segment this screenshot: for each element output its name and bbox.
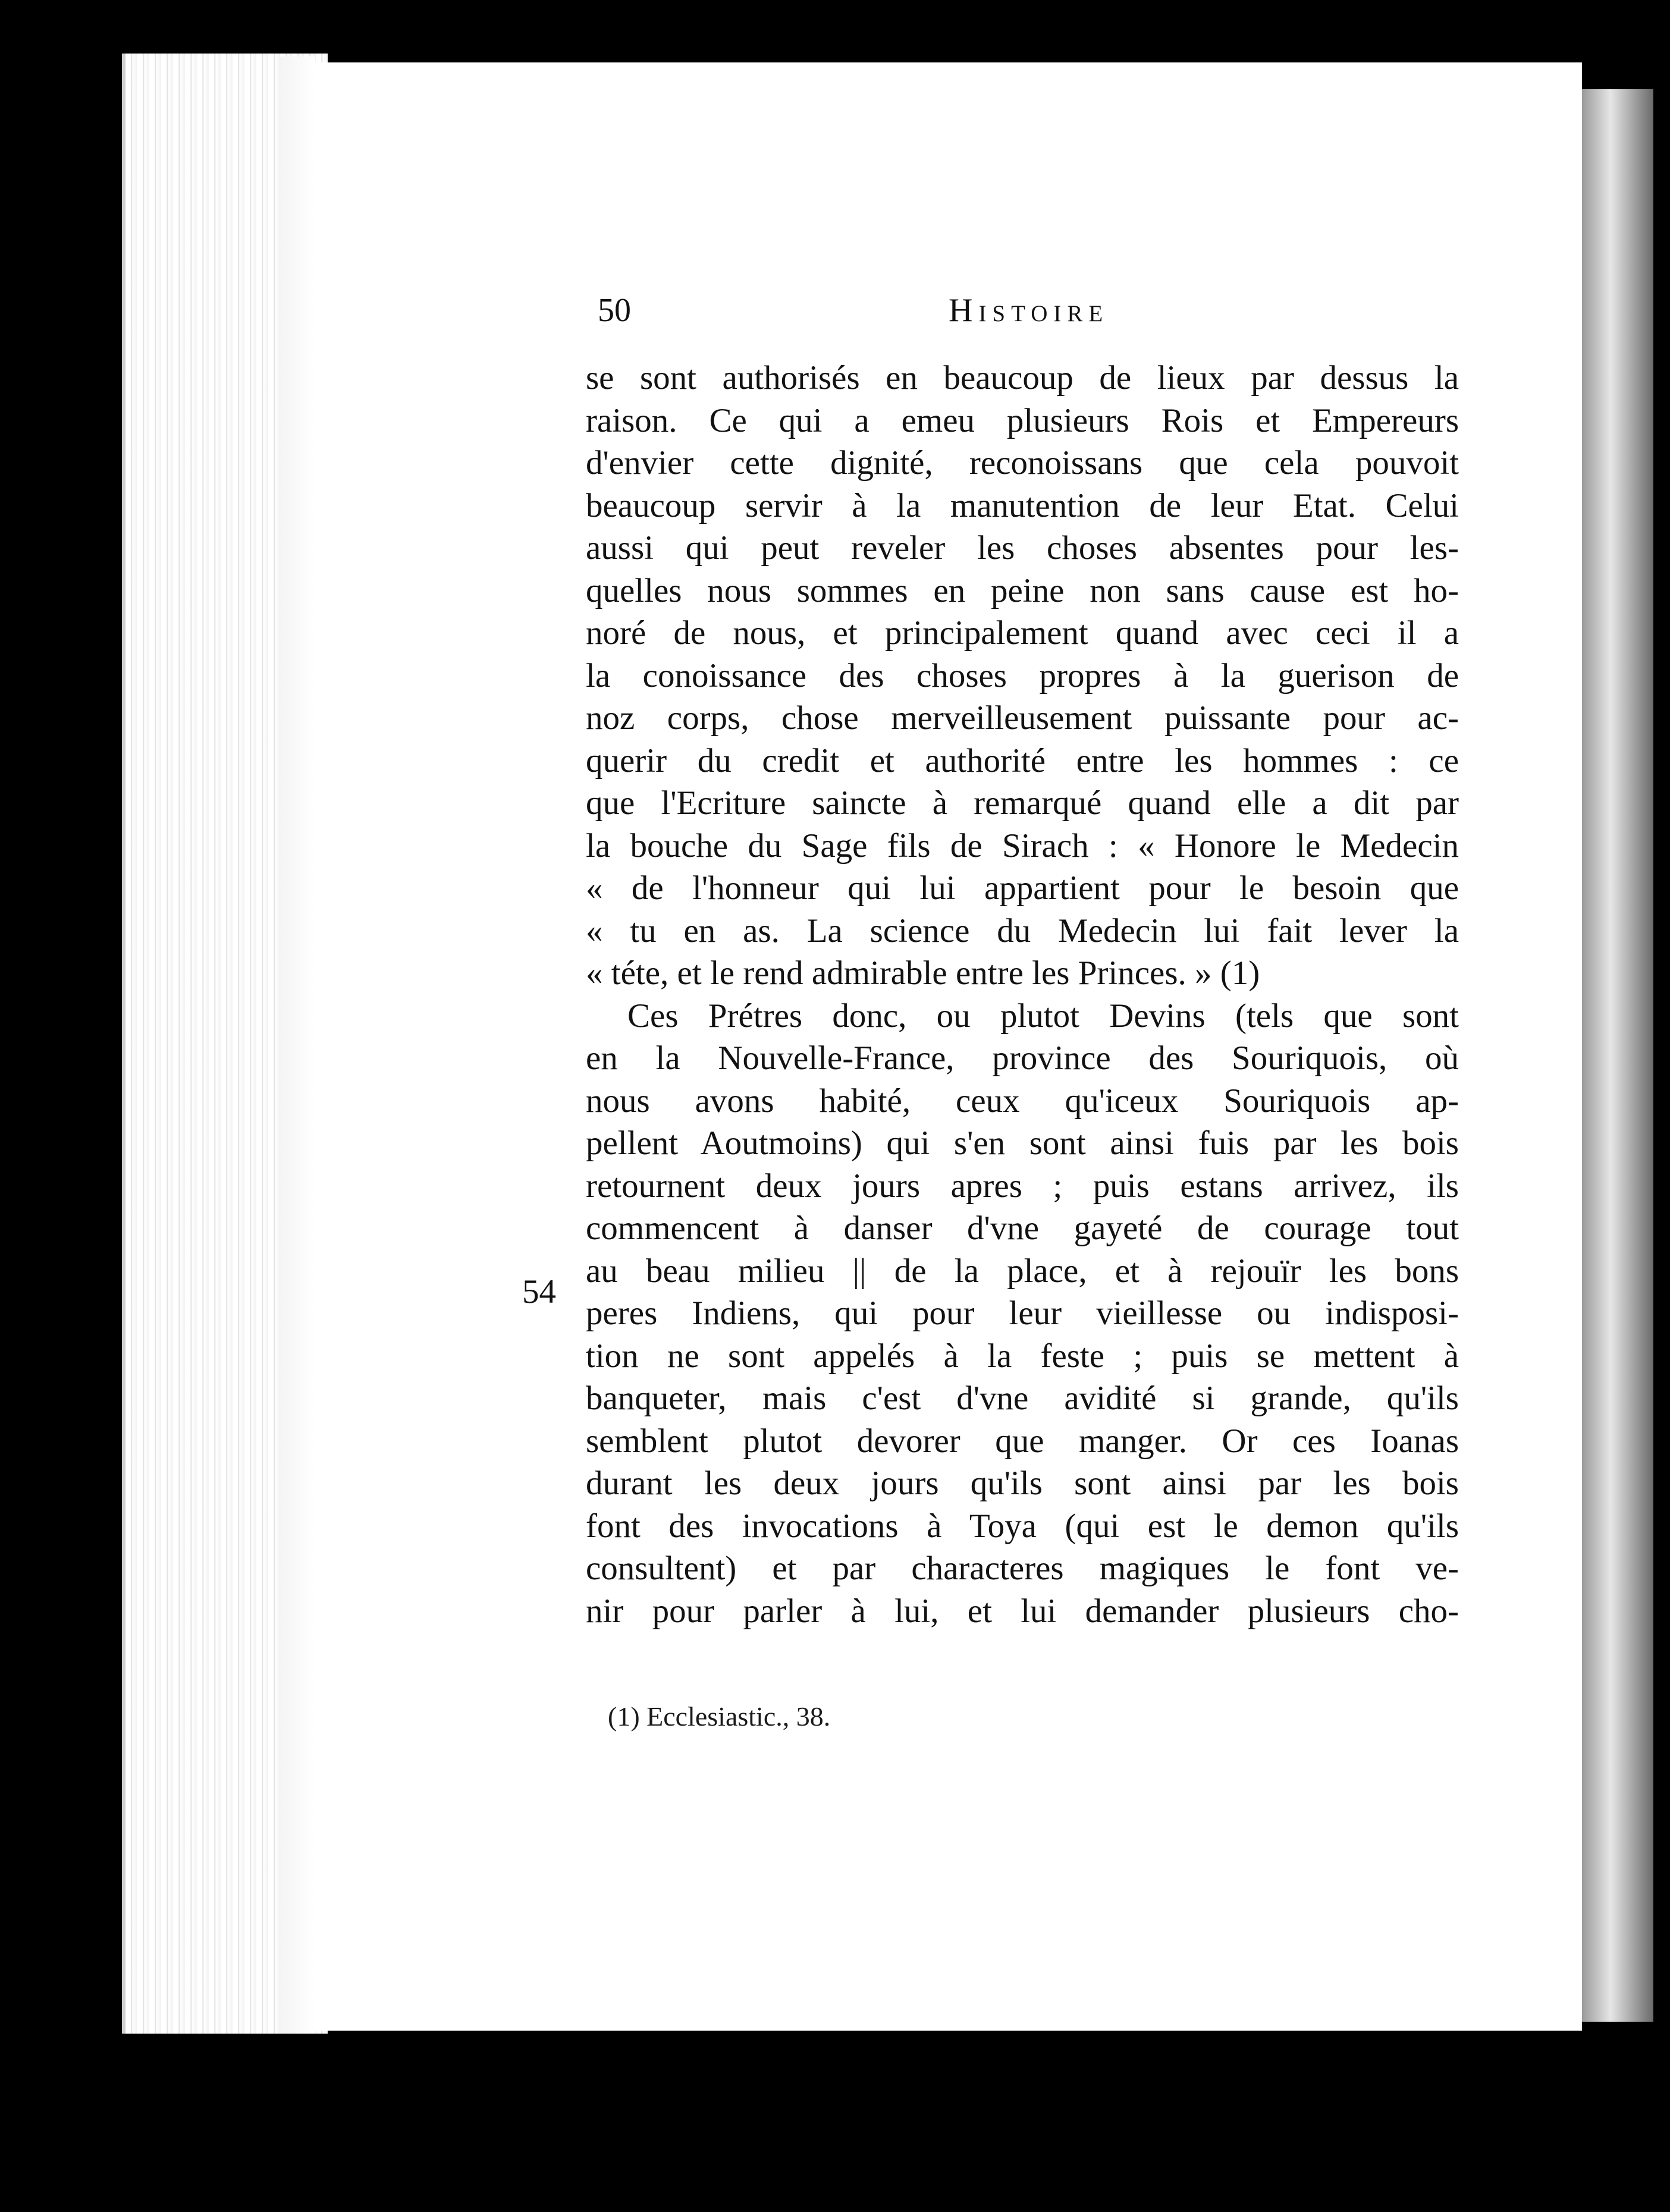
text-line: « de l'honneur qui lui appartient pour le besoin que [586,869,1459,907]
text-line: peres Indiens, qui pour leur vieillesse ou indisposi- [586,1294,1459,1332]
page-number: 50 [598,292,631,329]
text-line: se sont authorisés en beaucoup de lieux par dessus la [586,359,1459,397]
text-line: d'envier cette dignité, reconoissans que cela pouvoit [586,444,1459,482]
text-line: que l'Ecriture saincte à remarqué quand elle a dit par [586,784,1459,822]
text-line: retournent deux jours apres ; puis estans arrivez, ils [586,1167,1459,1205]
text-line: commencent à danser d'vne gayeté de courage tout [586,1209,1459,1247]
body-text [586,357,1459,1632]
page-gutter [280,56,315,2034]
text-line: banqueter, mais c'est d'vne avidité si grande, qu'ils [586,1380,1459,1417]
text-line: beaucoup servir à la manutention de leur Etat. Celui [586,486,1459,524]
text-line: tion ne sont appelés à la feste ; puis se mettent à [586,1337,1459,1375]
text-line: noz corps, chose merveilleusement puissante pour ac- [586,699,1459,737]
text-line: durant les deux jours qu'ils sont ainsi par les bois [586,1465,1459,1502]
original-page-marker: 54 [522,1273,556,1311]
footnote: (1) Ecclesiastic., 38. [608,1701,831,1732]
text-line: aussi qui peut reveler les choses absentes pour les- [586,529,1459,567]
text-line: en la Nouvelle-France, province des Souriquois, où [586,1039,1459,1077]
text-line: « tu en as. La science du Medecin lui fait lever la [586,912,1459,950]
text-line: la conoissance des choses propres à la guerison de [586,656,1459,695]
text-line: pellent Aoutmoins) qui s'en sont ainsi fuis par les bois [586,1124,1459,1162]
text-line: consultent) et par characteres magiques le font ve- [586,1550,1459,1587]
text-line: querir du credit et authorité entre les hommes : ce [586,741,1459,780]
text-line: Ces Prétres donc, ou plutot Devins (tels que sont [627,997,1459,1035]
text-line: noré de nous, et principalement quand avec ceci il a [586,614,1459,652]
page-header [598,291,1163,345]
text-line: « téte, et le rend admirable entre les Princes. » (1) [586,954,1260,992]
text-line: font des invocations à Toya (qui est le demon qu'ils [586,1507,1459,1545]
text-line: quelles nous sommes en peine non sans cause est ho- [586,571,1459,609]
text-line: nir pour parler à lui, et lui demander plusieurs cho- [586,1592,1459,1630]
running-head: Histoire [949,292,1109,329]
facing-page-edge [1582,89,1653,2022]
text-line: raison. Ce qui a emeu plusieurs Rois et Empereurs [586,401,1459,439]
text-line: nous avons habité, ceux qu'iceux Souriquois ap- [586,1082,1459,1120]
text-line: semblent plutot devorer que manger. Or ces Ioanas [586,1422,1459,1460]
text-line: au beau milieu || de la place, et à rejouïr les bons [586,1252,1459,1290]
text-line: la bouche du Sage fils de Sirach : « Honore le Medecin [586,827,1459,865]
